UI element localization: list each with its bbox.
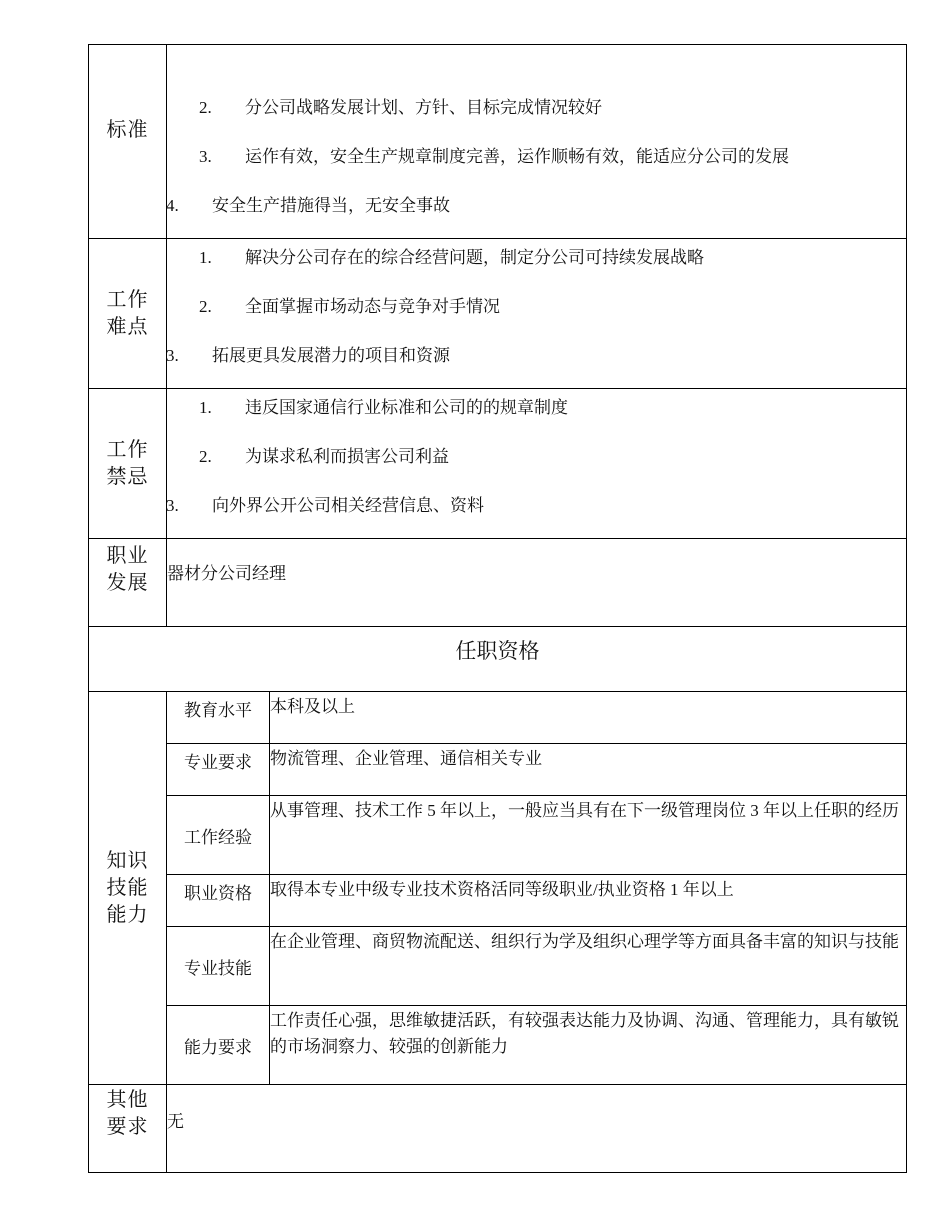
list-item: 2. 为谋求私利而损害公司利益: [199, 447, 449, 466]
list-item: 3. 运作有效，安全生产规章制度完善，运作顺畅有效，能适应分公司的发展: [199, 147, 789, 166]
table-row: [89, 692, 907, 744]
experience-label: 工作经验: [167, 796, 270, 875]
ability-label: 能力要求: [167, 1006, 270, 1085]
list-item: 3. 拓展更具发展潜力的项目和资源: [166, 346, 450, 365]
section-title: 任职资格: [89, 627, 907, 692]
education-value: 本科及以上: [270, 692, 907, 744]
standard-row: [89, 45, 907, 239]
difficulty-row: [89, 239, 907, 389]
taboo-label: 工作 禁忌: [89, 389, 167, 539]
experience-value: 从事管理、技术工作 5 年以上，一般应当具有在下一级管理岗位 3 年以上任职的经历: [270, 796, 907, 875]
standard-content: [167, 45, 907, 239]
job-description-table: [88, 44, 906, 1173]
list-item: 2. 分公司战略发展计划、方针、目标完成情况较好: [199, 98, 602, 117]
skills-label: 专业技能: [167, 927, 270, 1006]
major-label: 专业要求: [167, 744, 270, 796]
table-row: [89, 1006, 907, 1085]
major-value: 物流管理、企业管理、通信相关专业: [270, 744, 907, 796]
table-row: [89, 744, 907, 796]
table-row: [89, 927, 907, 1006]
list-item: 1. 违反国家通信行业标准和公司的的规章制度: [199, 398, 568, 417]
qualification-value: 取得本专业中级专业技术资格活同等级职业/执业资格 1 年以上: [270, 875, 907, 927]
knowledge-skills-label: 知识 技能 能力: [89, 692, 167, 1085]
other-value: 无: [167, 1085, 907, 1173]
list-item: 3. 向外界公开公司相关经营信息、资料: [166, 496, 484, 515]
qualification-label: 职业资格: [167, 875, 270, 927]
list-item: 4. 安全生产措施得当，无安全事故: [166, 196, 450, 215]
standard-label: 标准: [89, 45, 167, 239]
other-label: 其他 要求: [89, 1085, 167, 1173]
career-label: 职业 发展: [89, 539, 167, 627]
other-row: [89, 1085, 907, 1173]
education-label: 教育水平: [167, 692, 270, 744]
taboo-row: [89, 389, 907, 539]
table-row: [89, 796, 907, 875]
career-value: 器材分公司经理: [167, 539, 907, 627]
table-row: [89, 875, 907, 927]
list-item: 2. 全面掌握市场动态与竞争对手情况: [199, 297, 500, 316]
ability-value: 工作责任心强，思维敏捷活跃，有较强表达能力及协调、沟通、管理能力，具有敏锐的市场洞察力、较强的创新能力: [270, 1006, 907, 1085]
career-row: [89, 539, 907, 627]
qualifications-title-row: [89, 627, 907, 692]
difficulty-label: 工作 难点: [89, 239, 167, 389]
taboo-content: [167, 389, 907, 539]
difficulty-content: [167, 239, 907, 389]
list-item: 1. 解决分公司存在的综合经营问题，制定分公司可持续发展战略: [199, 248, 704, 267]
skills-value: 在企业管理、商贸物流配送、组织行为学及组织心理学等方面具备丰富的知识与技能: [270, 927, 907, 1006]
